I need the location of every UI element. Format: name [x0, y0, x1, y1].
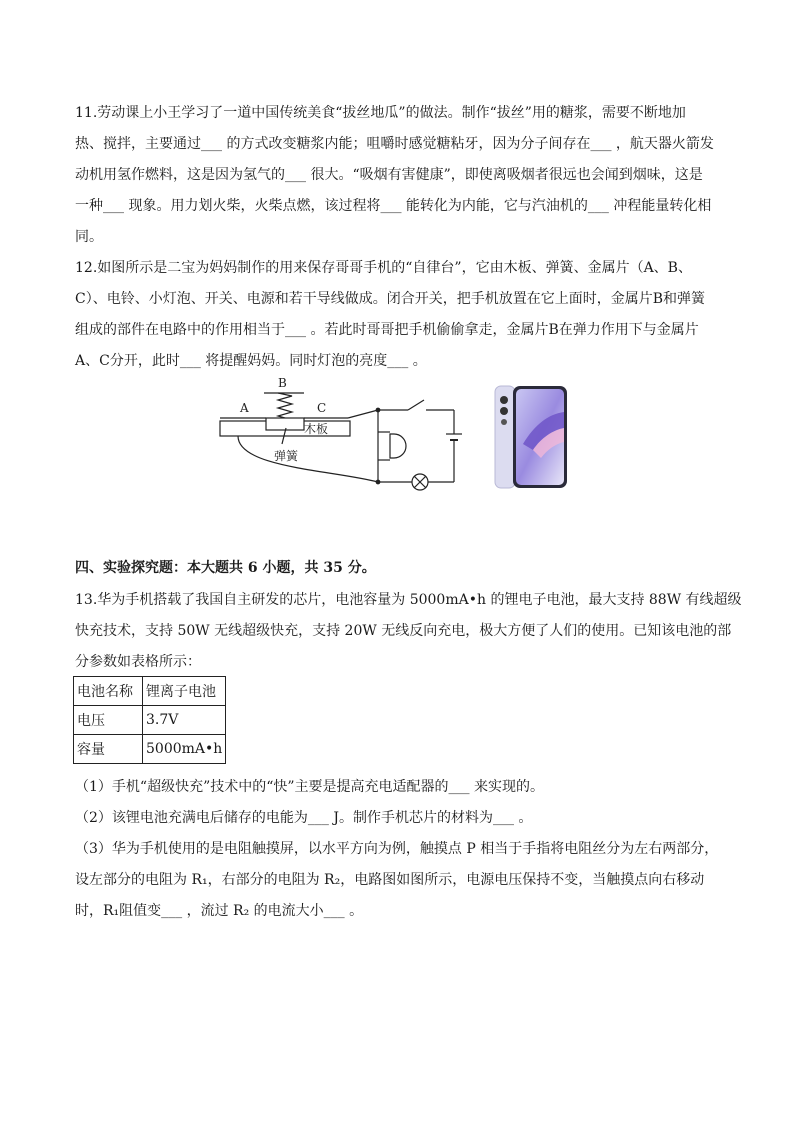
table-cell: 锂离子电池	[143, 677, 226, 706]
q13-sub3-line: 时，R₁阻值变___ ，流过 R₂ 的电流大小___ 。	[75, 903, 364, 919]
q12-line: C）、电铃、小灯泡、开关、电源和若干导线做成。闭合开关，把手机放置在它上面时，金属片B和弹簧	[75, 291, 705, 307]
circuit-diagram	[212, 372, 472, 494]
section-title: 四、实验探究题：本大题共 6 小题，共 35 分。	[75, 560, 376, 576]
q12-line: 12.如图所示是二宝为妈妈制作的用来保存哥哥手机的“自律台”，它由木板、弹簧、金属片（A、B、	[75, 260, 692, 276]
label-spring: 弹簧	[274, 449, 299, 463]
q11-line: 动机用氢作燃料，这是因为氢气的___ 很大。“吸烟有害健康”，即使离吸烟者很远也会闻到烟味，这是	[75, 167, 703, 183]
switch	[408, 400, 424, 410]
battery-params-table	[73, 676, 226, 764]
question-12	[75, 253, 723, 377]
label-b: B	[278, 376, 287, 390]
q11-line: 11.劳动课上小王学习了一道中国传统美食“拔丝地瓜”的做法。制作“拔丝”用的糖浆，需要不断地加	[75, 105, 686, 121]
table-cell: 5000mA•h	[143, 735, 226, 764]
wire	[348, 410, 378, 418]
table-row	[74, 735, 226, 764]
q12-line: A、C分开，此时___ 将提醒妈妈。同时灯泡的亮度___ 。	[75, 353, 427, 369]
question-13-intro	[75, 585, 742, 678]
question-13-subparts	[75, 772, 723, 927]
label-board: 木板	[304, 422, 329, 436]
camera-lens-icon	[500, 407, 508, 415]
q13-line: 快充技术，支持 50W 无线超级快充，支持 20W 无线反向充电，极大方便了人们的使用。已知该电池的部	[75, 623, 732, 639]
table-cell: 容量	[74, 735, 143, 764]
q11-line: 一种___ 现象。用力划火柴，火柴点燃，该过程将___ 能转化为内能，它与汽油机的___ 冲程能量转化相	[75, 198, 712, 214]
q12-line: 组成的部件在电路中的作用相当于___ 。若此时哥哥把手机偷偷拿走，金属片B在弹力作用下与金属片	[75, 322, 699, 338]
question-11	[75, 98, 723, 253]
camera-lens-icon	[500, 396, 508, 404]
q11-line: 热、搅拌，主要通过___ 的方式改变糖浆内能；咀嚼时感觉糖粘牙，因为分子间存在___ ，航天器火箭发	[75, 136, 714, 152]
label-c: C	[317, 401, 327, 415]
phone-image	[493, 384, 569, 490]
bell-symbol	[390, 434, 406, 458]
q13-sub3-line: 设左部分的电阻为 R₁，右部分的电阻为 R₂，电路图如图所示，电源电压保持不变，当触摸点向右移动	[75, 872, 705, 888]
board-notch	[266, 418, 304, 430]
table-cell: 电池名称	[74, 677, 143, 706]
q13-sub2: （2）该锂电池充满电后储存的电能为___ J。制作手机芯片的材料为___ 。	[75, 810, 533, 826]
q13-line: 分参数如表格所示：	[75, 654, 201, 670]
q11-line: 同。	[75, 229, 103, 245]
table-row	[74, 706, 226, 735]
camera-lens-icon	[501, 419, 507, 425]
table-row	[74, 677, 226, 706]
label-a: A	[240, 401, 249, 415]
section-4	[75, 553, 723, 584]
q13-line: 13.华为手机搭载了我国自主研发的芯片，电池容量为 5000mA•h 的锂电子电池，最大支持 88W 有线超级	[75, 592, 742, 608]
q13-sub3-line: （3）华为手机使用的是电阻触摸屏，以水平方向为例，触摸点 P 相当于手指将电阻丝分为左右两部分，	[75, 841, 719, 857]
q13-sub1: （1）手机“超级快充”技术中的“快”主要是提高充电适配器的___ 来实现的。	[75, 779, 544, 795]
table-cell: 3.7V	[143, 706, 226, 735]
table-cell: 电压	[74, 706, 143, 735]
wire-a-loop	[238, 436, 378, 482]
